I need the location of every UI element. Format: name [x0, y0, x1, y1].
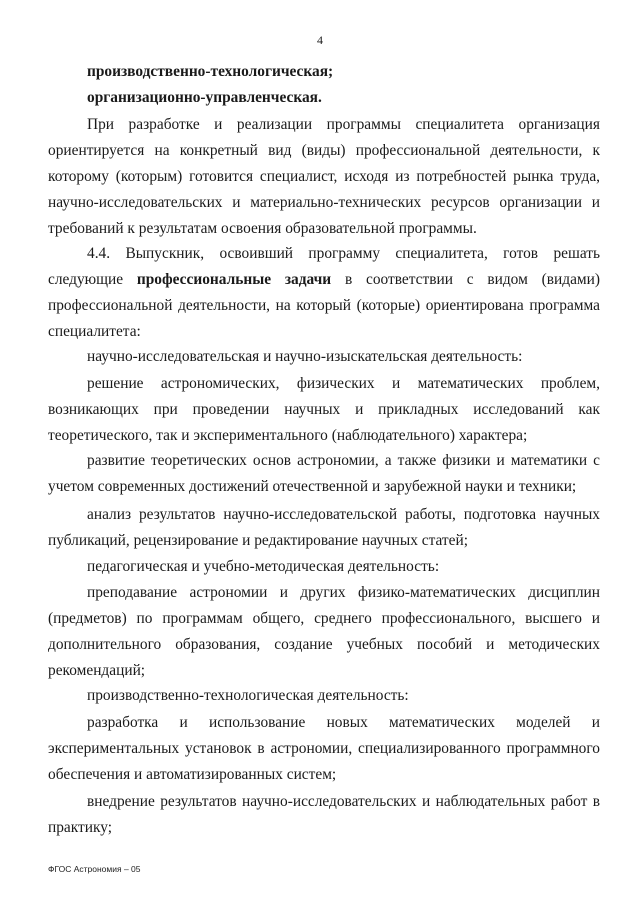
item-teaching [48, 580, 600, 684]
bold-line-management [48, 85, 600, 111]
item-analysis [48, 502, 600, 554]
text-line: практику; [48, 819, 113, 836]
page-number: 4 [317, 33, 323, 47]
text-line: научно-исследовательская и научно-изыскательская деятельность: [87, 348, 523, 365]
text-line: профессиональной деятельности, на который (которые) ориентирована программа [48, 297, 600, 314]
paragraph-orientation [48, 112, 600, 242]
text-line-with-bold [48, 267, 600, 293]
text-line: возникающих при проведении научных и прикладных исследований как [48, 401, 600, 418]
text-fragment: следующие [48, 271, 137, 288]
item-models-development [48, 710, 600, 788]
heading-research-activity [48, 344, 600, 370]
text-line: 4.4. Выпускник, освоивший программу специалитета, готов решать [87, 245, 600, 262]
text-line: которому (которым) готовится специалист, исходя из потребностей рынка труда, [48, 168, 600, 185]
text-line: обеспечения и автоматизированных систем; [48, 766, 337, 783]
text-line: дополнительного образования, создание учебных пособий и методических [48, 636, 600, 653]
text-line: преподавание астрономии и других физико-математических дисциплин [87, 584, 600, 601]
item-implementation [48, 789, 600, 841]
bold-line-text: организационно-управленческая. [87, 89, 322, 106]
text-line: развитие теоретических основ астрономии, а также физики и математики с [87, 452, 600, 469]
text-line: специалитета: [48, 323, 141, 340]
text-line: внедрение результатов научно-исследовательских и наблюдательных работ в [87, 793, 600, 810]
heading-production-activity [48, 683, 600, 709]
bold-term: профессиональные задачи [136, 271, 332, 288]
text-line: теоретического, так и экспериментального (наблюдательного) характера; [48, 427, 528, 444]
paragraph-graduate-tasks [48, 241, 600, 345]
text-line: учетом современных достижений отечественной и зарубежной науки и техники; [48, 478, 577, 495]
text-line: научно-исследовательских и материально-технических ресурсов организации и [48, 194, 600, 211]
bold-line-text: производственно-технологическая; [87, 63, 334, 80]
text-line: экспериментальных установок в астрономии, специализированного программного [48, 740, 600, 757]
text-line: решение астрономических, физических и математических проблем, [87, 375, 600, 392]
text-line: педагогическая и учебно-методическая деятельность: [87, 558, 440, 575]
text-line: рекомендаций; [48, 662, 146, 679]
text-line: анализ результатов научно-исследовательской работы, подготовка научных [87, 506, 600, 523]
text-line: ориентируется на конкретный вид (виды) профессиональной деятельности, к [48, 142, 600, 159]
item-theory-development [48, 448, 600, 500]
text-line: При разработке и реализации программы специалитета организация [87, 116, 600, 133]
text-line: производственно-технологическая деятельность: [87, 687, 409, 704]
text-fragment: в соответствии с видом (видами) [331, 271, 600, 288]
text-line: публикаций, рецензирование и редактирование научных статей; [48, 532, 468, 549]
text-line: требований к результатам освоения образовательной программы. [48, 220, 477, 237]
text-line: (предметов) по программам общего, среднего профессионального, высшего и [48, 610, 600, 627]
text-line: разработка и использование новых математических моделей и [87, 714, 600, 731]
footer-label: ФГОС Астрономия – 05 [48, 864, 141, 874]
item-solving-problems [48, 371, 600, 449]
bold-line-production [48, 59, 600, 85]
heading-teaching-activity [48, 554, 600, 580]
